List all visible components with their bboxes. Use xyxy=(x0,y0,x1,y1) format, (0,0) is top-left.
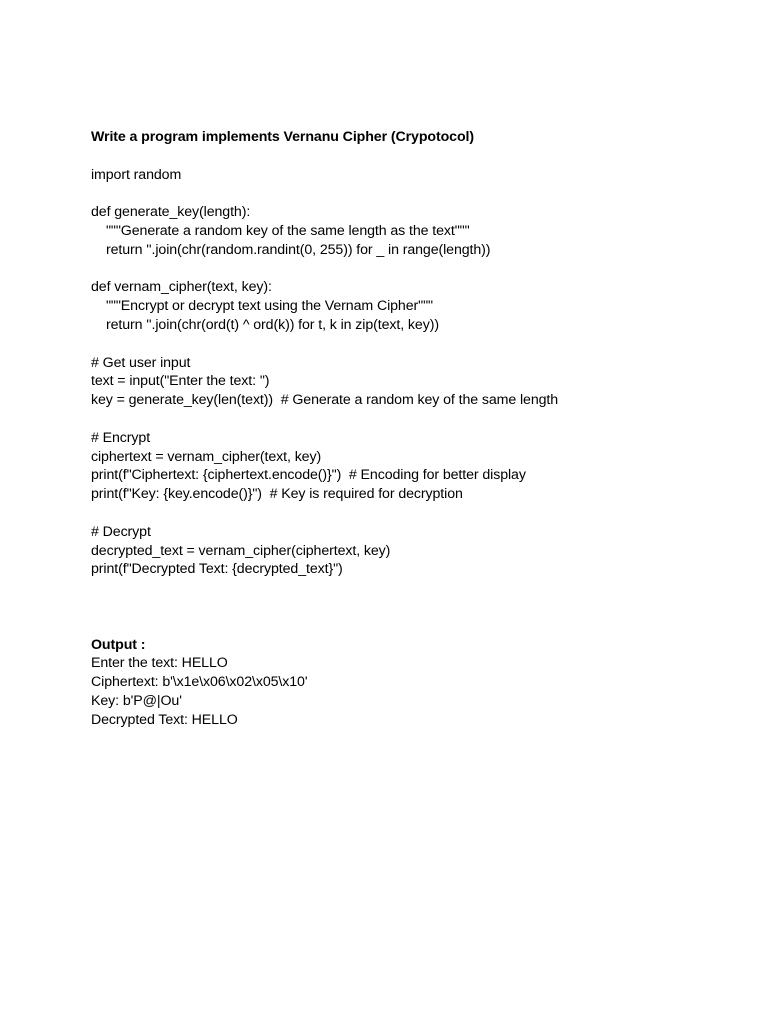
spacer xyxy=(91,335,751,354)
code-import-line: import random xyxy=(91,166,182,183)
document-page xyxy=(91,128,751,730)
output-line: Key: b'P@|Ou' xyxy=(91,692,182,709)
spacer xyxy=(91,147,751,166)
spacer xyxy=(91,184,751,203)
code-comment-user-input: # Get user input xyxy=(91,354,191,371)
code-print-decrypted: print(f"Decrypted Text: {decrypted_text}") xyxy=(91,561,343,578)
spacer xyxy=(91,598,751,617)
code-ciphertext-line: ciphertext = vernam_cipher(text, key) xyxy=(91,448,322,465)
code-print-ciphertext: print(f"Ciphertext: {ciphertext.encode()}") # Encoding for better display xyxy=(91,467,526,484)
code-vernam-def: def vernam_cipher(text, key): xyxy=(91,279,272,296)
spacer xyxy=(91,579,751,598)
output-heading: Output : xyxy=(91,636,146,653)
output-line: Ciphertext: b'\x1e\x06\x02\x05\x10' xyxy=(91,674,308,691)
code-key-line: key = generate_key(len(text)) # Generate a random key of the same length xyxy=(91,392,559,409)
spacer xyxy=(91,504,751,523)
output-line: Enter the text: HELLO xyxy=(91,655,228,672)
code-text-input-line: text = input("Enter the text: ") xyxy=(91,373,270,390)
spacer xyxy=(91,260,751,279)
document-title: Write a program implements Vernanu Cipher (Crypotocol) xyxy=(91,129,474,145)
spacer xyxy=(91,410,751,429)
code-comment-encrypt: # Encrypt xyxy=(91,429,151,446)
code-print-key: print(f"Key: {key.encode()}") # Key is required for decryption xyxy=(91,486,463,503)
code-generate-key-doc: """Generate a random key of the same length as the text""" xyxy=(106,222,470,239)
code-decrypted-line: decrypted_text = vernam_cipher(ciphertext, key) xyxy=(91,542,391,559)
code-generate-key-def: def generate_key(length): xyxy=(91,204,251,221)
spacer xyxy=(91,617,751,636)
code-vernam-doc: """Encrypt or decrypt text using the Vernam Cipher""" xyxy=(106,298,433,315)
code-vernam-return: return ''.join(chr(ord(t) ^ ord(k)) for t, k in zip(text, key)) xyxy=(106,316,439,333)
output-line: Decrypted Text: HELLO xyxy=(91,711,238,728)
code-comment-decrypt: # Decrypt xyxy=(91,523,151,540)
code-generate-key-return: return ''.join(chr(random.randint(0, 255)) for _ in range(length)) xyxy=(106,241,491,258)
